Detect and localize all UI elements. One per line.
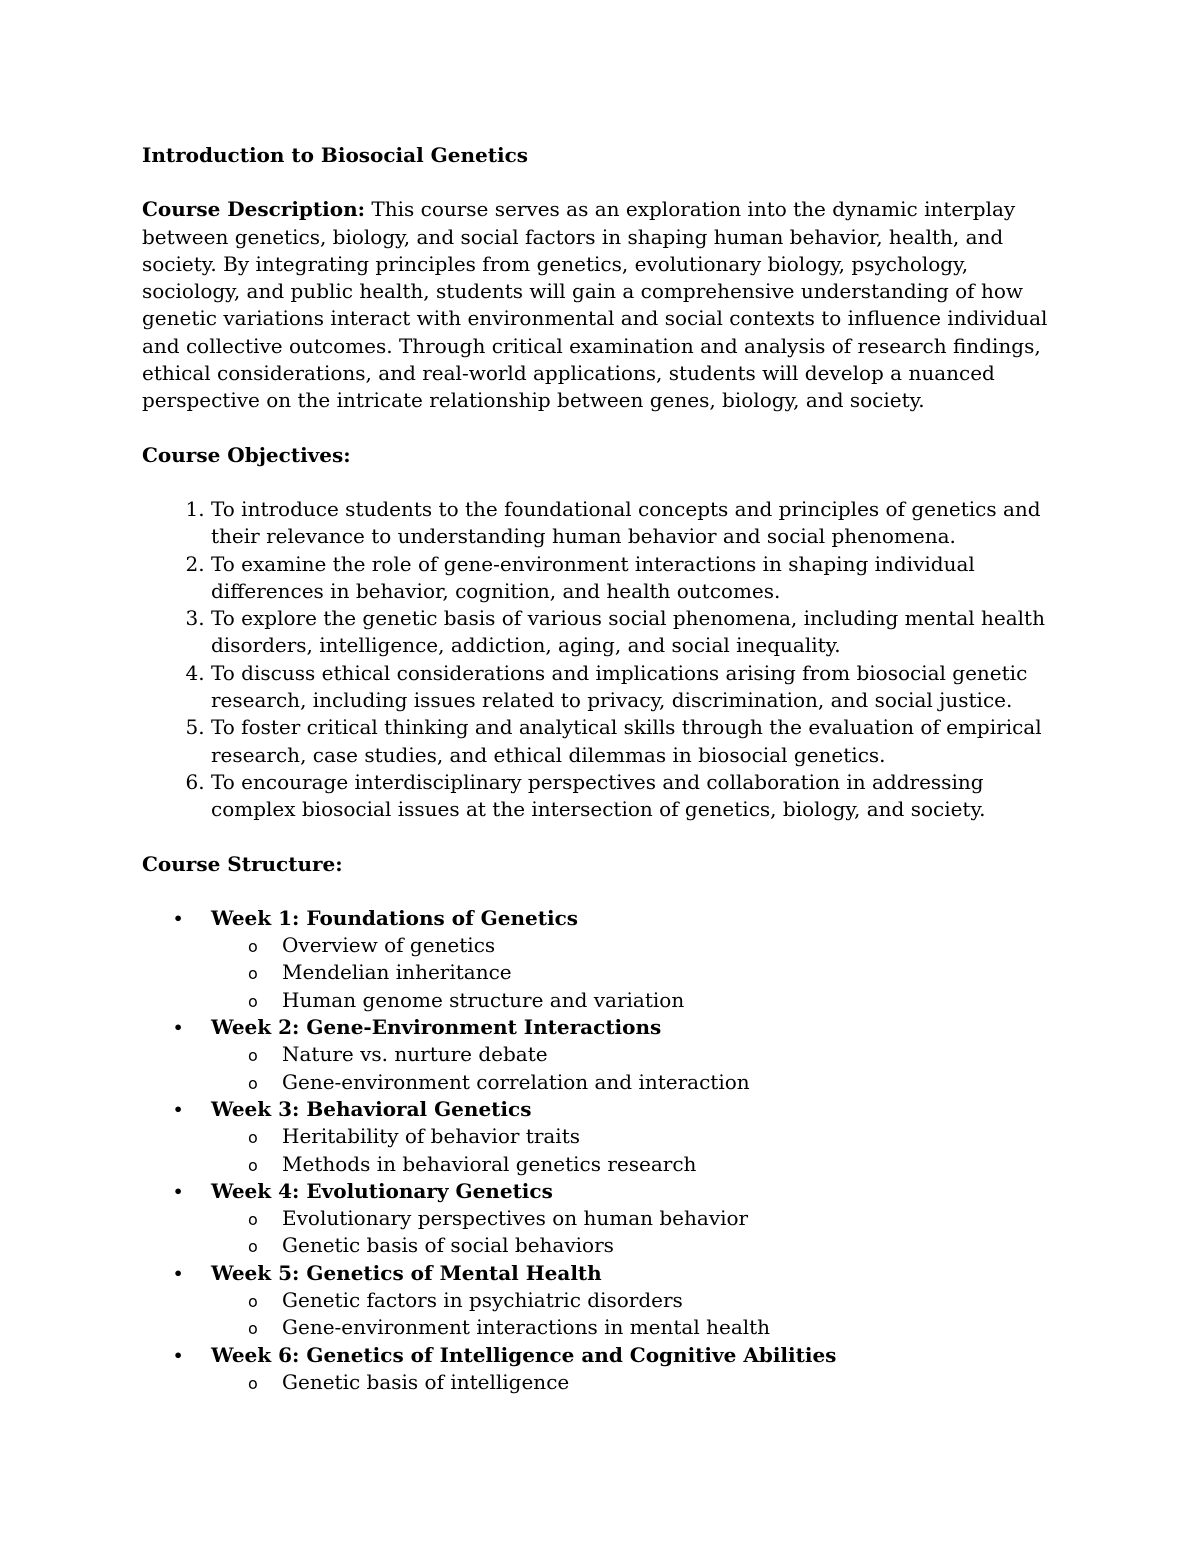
topic-list: [211, 1369, 1072, 1396]
sub-bullet-icon: o: [248, 1291, 258, 1311]
topic-text: Nature vs. nurture debate: [282, 1042, 548, 1067]
topic-text: Genetic factors in psychiatric disorders: [282, 1287, 683, 1312]
bullet-icon: •: [173, 1018, 184, 1038]
topic-item: [211, 959, 1072, 986]
topic-item: [211, 1041, 1072, 1068]
sub-bullet-icon: o: [248, 1237, 258, 1257]
topic-item: [211, 1069, 1072, 1096]
topic-text: Gene-environment interactions in mental health: [282, 1315, 771, 1340]
topic-text: Genetic basis of social behaviors: [282, 1233, 614, 1258]
topic-item: [211, 1151, 1072, 1178]
course-description: [142, 196, 1072, 414]
week-title: Week 1: Foundations of Genetics: [211, 905, 579, 930]
topic-text: Mendelian inheritance: [282, 960, 512, 985]
topic-text: Methods in behavioral genetics research: [282, 1151, 697, 1176]
topic-item: [211, 987, 1072, 1014]
topic-item: [211, 1369, 1072, 1396]
topic-item: [211, 932, 1072, 959]
structure-heading: Course Structure:: [142, 851, 343, 876]
course-description-text: This course serves as an exploration into the dynamic interplay between genetics, biology, and social factors in shaping human behavior, health, and society. By integrating principles from genetics, evolutionary biology, psychology, sociology, and public health, students will gain a comprehensive understanding of how genetic variations interact with environmental and social contexts to influence individual and collective outcomes. Through critical examination and analysis of research findings, ethical considerations, and real-world applications, students will develop a nuanced perspective on the intricate relationship between genes, biology, and society.: [142, 197, 1048, 413]
week-item: [142, 1178, 1072, 1260]
objective-item: 5. To foster critical thinking and analytical skills through the evaluation of empirical research, case studies, and ethical dilemmas in biosocial genetics.: [211, 714, 1072, 769]
bullet-icon: •: [173, 1099, 184, 1119]
topic-item: [211, 1205, 1072, 1232]
sub-bullet-icon: o: [248, 1319, 258, 1339]
weeks-list: [142, 905, 1072, 1396]
week-item: [142, 1342, 1072, 1397]
topic-text: Genetic basis of intelligence: [282, 1369, 570, 1394]
topic-item: [211, 1232, 1072, 1259]
sub-bullet-icon: o: [248, 1046, 258, 1066]
topic-list: [211, 1041, 1072, 1096]
topic-text: Human genome structure and variation: [282, 987, 685, 1012]
week-title: Week 5: Genetics of Mental Health: [211, 1260, 602, 1285]
bullet-icon: •: [173, 1181, 184, 1201]
bullet-icon: •: [173, 1263, 184, 1283]
bullet-icon: •: [173, 1345, 184, 1365]
week-item: [142, 1014, 1072, 1096]
sub-bullet-icon: o: [248, 1210, 258, 1230]
sub-bullet-icon: o: [248, 1128, 258, 1148]
topic-text: Evolutionary perspectives on human behavior: [282, 1206, 749, 1231]
topic-list: [211, 1205, 1072, 1260]
document-title: Introduction to Biosocial Genetics: [142, 143, 529, 167]
topic-text: Gene-environment correlation and interaction: [282, 1069, 750, 1094]
topic-item: [211, 1287, 1072, 1314]
week-title: Week 4: Evolutionary Genetics: [211, 1178, 553, 1203]
topic-text: Heritability of behavior traits: [282, 1124, 580, 1149]
objective-item: 2. To examine the role of gene-environment interactions in shaping individual differences in behavior, cognition, and health outcomes.: [211, 551, 1072, 606]
week-title: Week 3: Behavioral Genetics: [211, 1096, 532, 1121]
sub-bullet-icon: o: [248, 1073, 258, 1093]
objective-item: 6. To encourage interdisciplinary perspectives and collaboration in addressing complex biosocial issues at the intersection of genetics, biology, and society.: [211, 769, 1072, 824]
sub-bullet-icon: o: [248, 1155, 258, 1175]
week-item: [142, 905, 1072, 1014]
objective-item: 1. To introduce students to the foundational concepts and principles of genetics and their relevance to understanding human behavior and social phenomena.: [211, 496, 1072, 551]
document-page: [142, 142, 1072, 1396]
sub-bullet-icon: o: [248, 991, 258, 1011]
objectives-heading: Course Objectives:: [142, 442, 351, 467]
week-item: [142, 1096, 1072, 1178]
topic-text: Overview of genetics: [282, 933, 496, 958]
topic-item: [211, 1123, 1072, 1150]
objectives-list: [142, 496, 1072, 824]
bullet-icon: •: [173, 908, 184, 928]
topic-list: [211, 932, 1072, 1014]
topic-list: [211, 1287, 1072, 1342]
week-item: [142, 1260, 1072, 1342]
sub-bullet-icon: o: [248, 964, 258, 984]
topic-list: [211, 1123, 1072, 1178]
week-title: Week 2: Gene-Environment Interactions: [211, 1015, 662, 1040]
course-description-label: Course Description:: [142, 197, 366, 222]
objective-item: 3. To explore the genetic basis of various social phenomena, including mental health disorders, intelligence, addiction, aging, and social inequality.: [211, 605, 1072, 660]
week-title: Week 6: Genetics of Intelligence and Cognitive Abilities: [211, 1342, 837, 1367]
objective-item: 4. To discuss ethical considerations and implications arising from biosocial genetic research, including issues related to privacy, discrimination, and social justice.: [211, 660, 1072, 715]
sub-bullet-icon: o: [248, 937, 258, 957]
sub-bullet-icon: o: [248, 1373, 258, 1393]
topic-item: [211, 1314, 1072, 1341]
